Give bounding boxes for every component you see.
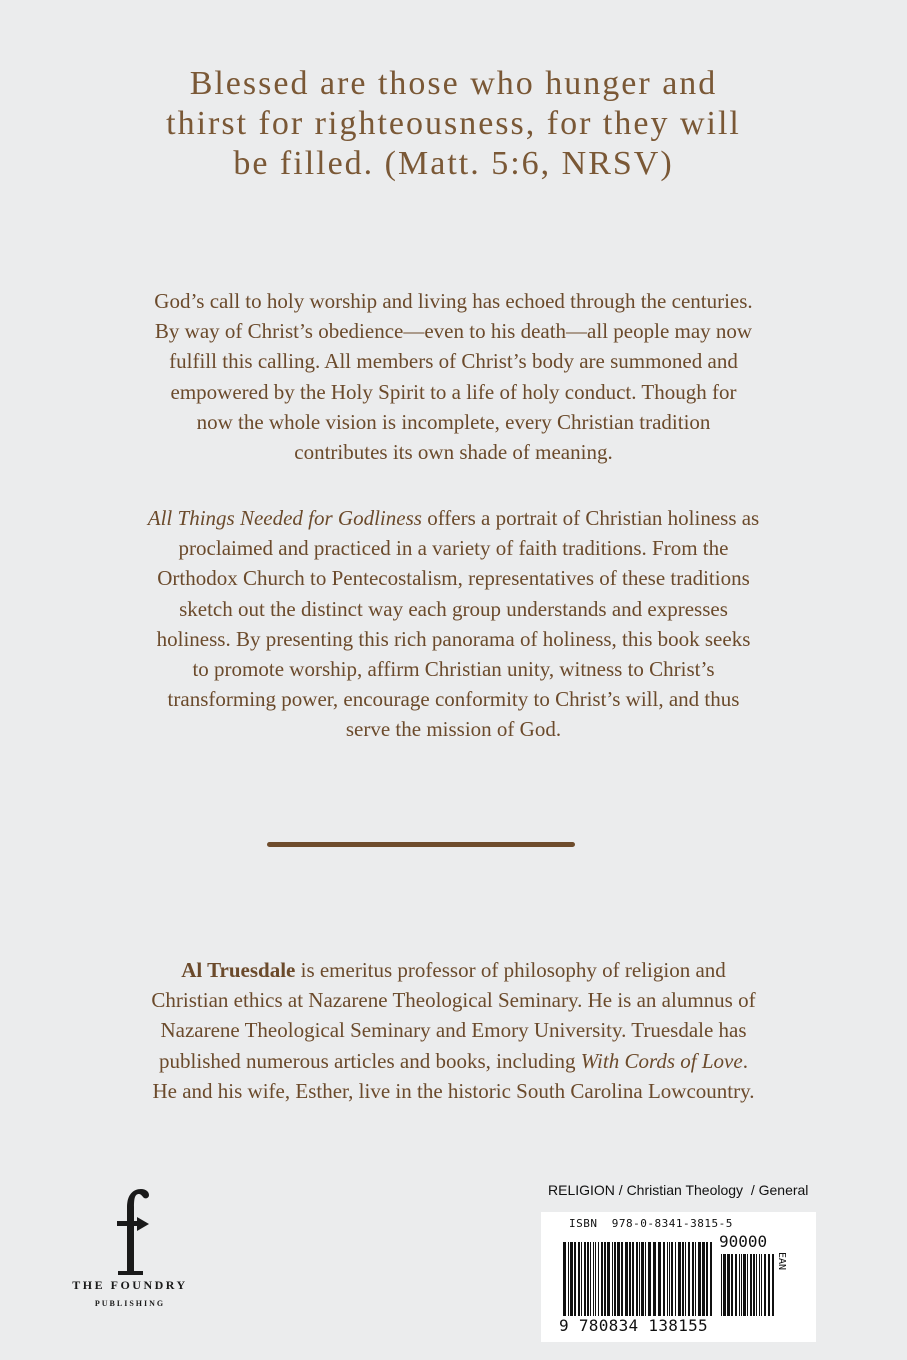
section-divider bbox=[267, 842, 575, 847]
barcode-bar bbox=[648, 1242, 651, 1316]
barcode-bar bbox=[671, 1242, 673, 1316]
barcode-bar bbox=[761, 1254, 762, 1316]
barcode-bar bbox=[607, 1242, 610, 1316]
barcode-bar bbox=[612, 1242, 613, 1316]
barcode-bar bbox=[578, 1242, 580, 1316]
blurb-line: to promote worship, affirm Christian unity, witness to Christ’s bbox=[192, 657, 715, 682]
barcode-bar bbox=[675, 1242, 676, 1316]
bio-line bbox=[50, 955, 857, 985]
barcode-bar bbox=[772, 1254, 774, 1316]
barcode-bar bbox=[739, 1254, 740, 1316]
bio-line: Nazarene Theological Seminary and Emory University. Truesdale has bbox=[160, 1018, 747, 1043]
barcode-bar bbox=[706, 1242, 708, 1316]
blurb-line: fulfill this calling. All members of Christ’s body are summoned and bbox=[169, 349, 738, 374]
barcode-bar bbox=[584, 1242, 586, 1316]
blurb-line: empowered by the Holy Spirit to a life of holy conduct. Though for bbox=[170, 379, 737, 404]
addon-barcode-bars bbox=[721, 1254, 777, 1316]
epigraph-quote bbox=[60, 64, 847, 184]
author-name: Al Truesdale bbox=[181, 958, 296, 982]
bisac-category: RELIGION / Christian Theology / General bbox=[548, 1182, 809, 1198]
barcode-bar bbox=[563, 1242, 566, 1316]
publisher-sub: PUBLISHING bbox=[94, 1299, 166, 1308]
publisher-name: THE FOUNDRY bbox=[72, 1278, 188, 1292]
barcode-bar bbox=[598, 1242, 599, 1316]
bio-text: is emeritus professor of philosophy of religion and bbox=[295, 958, 726, 982]
blurb-line: By way of Christ’s obedience—even to his death—all people may now bbox=[154, 319, 753, 344]
bio-line: He and his wife, Esther, live in the historic South Carolina Lowcountry. bbox=[152, 1078, 755, 1103]
barcode-bar bbox=[692, 1242, 694, 1316]
blurb-line: sketch out the distinct way each group understands and expresses bbox=[179, 596, 728, 621]
barcode-bar bbox=[731, 1254, 733, 1316]
barcode-bar bbox=[685, 1242, 686, 1316]
barcode-bar bbox=[710, 1242, 712, 1316]
barcode-bar bbox=[625, 1242, 628, 1316]
barcode-bar bbox=[587, 1242, 589, 1316]
barcode-bar bbox=[759, 1254, 760, 1316]
foundry-f-icon bbox=[55, 1185, 205, 1277]
barcode-bar bbox=[764, 1254, 766, 1316]
blurb-line: Orthodox Church to Pentecostalism, representatives of these traditions bbox=[157, 566, 750, 591]
quote-line: thirst for righteousness, for they will bbox=[166, 105, 741, 142]
bio-line bbox=[50, 1046, 857, 1076]
barcode-bar bbox=[688, 1242, 690, 1316]
barcode-bar bbox=[574, 1242, 576, 1316]
barcode-bar bbox=[645, 1242, 646, 1316]
barcode-bar bbox=[753, 1254, 755, 1316]
blurb-line: God’s call to holy worship and living has echoed through the centuries. bbox=[154, 289, 753, 313]
barcode-bar bbox=[721, 1254, 722, 1316]
blurb-line: contributes its own shade of meaning. bbox=[294, 440, 613, 465]
barcode-bar bbox=[698, 1242, 701, 1316]
barcode-bar bbox=[756, 1254, 757, 1316]
barcode-bar bbox=[653, 1242, 656, 1316]
ean-digits: 9 780834 138155 bbox=[559, 1316, 708, 1335]
blurb-line: transforming power, encourage conformity to Christ’s will, and thus bbox=[167, 687, 740, 712]
barcode-bar bbox=[682, 1242, 684, 1316]
blurb-line: serve the mission of God. bbox=[345, 717, 562, 742]
barcode bbox=[541, 1212, 816, 1342]
barcode-bar bbox=[695, 1242, 696, 1316]
barcode-bar bbox=[601, 1242, 603, 1316]
barcode-bar bbox=[629, 1242, 631, 1316]
barcode-bar bbox=[669, 1242, 670, 1316]
logo-letter: f bbox=[55, 1185, 56, 1186]
blurb-line: holiness. By presenting this rich panorama of holiness, this book seeks bbox=[156, 626, 751, 651]
barcode-bar bbox=[614, 1242, 616, 1316]
barcode-bar bbox=[617, 1242, 620, 1316]
barcode-bar bbox=[595, 1242, 596, 1316]
quote-line: Blessed are those who hunger and bbox=[189, 65, 718, 102]
barcode-bar bbox=[727, 1254, 730, 1316]
barcode-bar bbox=[621, 1242, 623, 1316]
barcode-bar bbox=[570, 1242, 573, 1316]
ean-barcode-bars bbox=[563, 1242, 715, 1316]
barcode-bar bbox=[663, 1242, 665, 1316]
barcode-bar bbox=[768, 1254, 770, 1316]
book-title: With Cords of Love bbox=[580, 1048, 743, 1073]
barcode-bar bbox=[590, 1242, 591, 1316]
bio-line: Christian ethics at Nazarene Theological Seminary. He is an alumnus of bbox=[151, 988, 756, 1013]
isbn-label: ISBN 978-0-8341-3815-5 bbox=[569, 1217, 733, 1230]
barcode-bar bbox=[747, 1254, 748, 1316]
blurb-line: now the whole vision is incomplete, every Christian tradition bbox=[196, 409, 711, 434]
barcode-bar bbox=[641, 1242, 644, 1316]
barcode-bar bbox=[735, 1254, 737, 1316]
bio-text: published numerous articles and books, including bbox=[159, 1048, 581, 1073]
blurb-text: offers a portrait of Christian holiness as bbox=[421, 506, 760, 530]
blurb-line: proclaimed and practiced in a variety of faith traditions. From the bbox=[178, 536, 729, 561]
blurb-line bbox=[60, 503, 847, 533]
barcode-bar bbox=[658, 1242, 661, 1316]
barcode-bar bbox=[750, 1254, 752, 1316]
barcode-bar bbox=[723, 1254, 726, 1316]
barcode-bar bbox=[632, 1242, 634, 1316]
barcode-bar bbox=[581, 1242, 582, 1316]
barcode-bar bbox=[743, 1254, 746, 1316]
author-bio bbox=[50, 955, 857, 1106]
barcode-bar bbox=[636, 1242, 638, 1316]
ean-label: EAN bbox=[776, 1252, 787, 1271]
barcode-bar bbox=[702, 1242, 705, 1316]
barcode-bar bbox=[678, 1242, 681, 1316]
quote-line: be filled. (Matt. 5:6, NRSV) bbox=[233, 145, 674, 182]
barcode-bar bbox=[639, 1242, 640, 1316]
book-title: All Things Needed for Godliness bbox=[147, 506, 422, 530]
bio-text: . bbox=[742, 1048, 748, 1073]
description-paragraph-2 bbox=[60, 503, 847, 745]
price-code: 90000 bbox=[719, 1232, 768, 1251]
publisher-logo bbox=[55, 1185, 205, 1315]
barcode-bar bbox=[741, 1254, 742, 1316]
barcode-bar bbox=[593, 1242, 594, 1316]
barcode-bar bbox=[667, 1242, 668, 1316]
description-paragraph-1 bbox=[60, 286, 847, 467]
barcode-bar bbox=[568, 1242, 569, 1316]
barcode-bar bbox=[604, 1242, 606, 1316]
